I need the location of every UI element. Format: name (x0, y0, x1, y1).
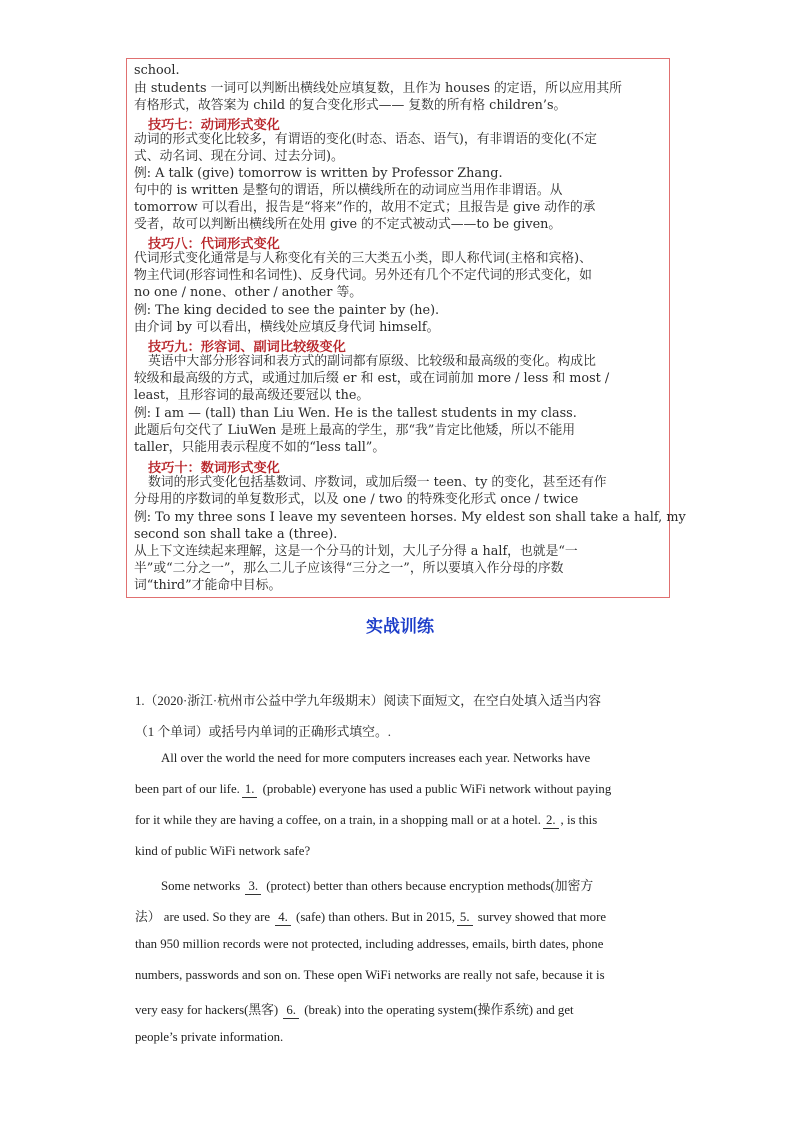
blank-2[interactable]: 2. (543, 813, 559, 829)
tip-text-line: school. (134, 63, 180, 78)
tip-text-line: 由介词 by 可以看出，横线处应填反身代词 himself。 (134, 320, 440, 335)
tip-text-line: 受者，故可以判断出横线所在处用 give 的不定式被动式——to be given。 (134, 217, 562, 232)
passage-line: than 950 million records were not protected, including addresses, emails, birth dates, phone (135, 937, 604, 951)
passage-line: for it while they are having a coffee, on a train, in a shopping mall or at a hotel. 2. , is this (135, 813, 598, 827)
tip-text-line: 有格形式，故答案为 child 的复合变化形式—— 复数的所有格 children’s。 (134, 98, 567, 113)
blank-3[interactable]: 3. (245, 879, 261, 895)
tip-text-line: second son shall take a (three). (134, 527, 338, 542)
tip-text-line: 较级和最高级的方式，或通过加后缀 er 和 est，或在词前加 more / less 和 most / (134, 371, 610, 386)
tip-text-line: 例: A talk (give) tomorrow is written by Professor Zhang. (134, 166, 503, 181)
passage-line: 法） are used. So they are 4. (safe) than others. But in 2015, 5. survey showed that more (135, 910, 607, 924)
tip-text-line: 例: I am — (tall) than Liu Wen. He is the tallest students in my class. (134, 406, 577, 421)
tip-text-line: 代词形式变化通常是与人称变化有关的三大类五小类，即人称代词(主格和宾格)、 (134, 251, 592, 266)
blank-5[interactable]: 5. (457, 910, 473, 926)
tip-text-line: 句中的 is written 是整句的谓语，所以横线所在的动词应当用作非谓语。从 (134, 183, 563, 198)
tip-text-line: 分母用的序数词的单复数形式，以及 one / two 的特殊变化形式 once / twice (134, 492, 579, 507)
passage-line: kind of public WiFi network safe? (135, 844, 311, 858)
tip-text-line: 由 students 一词可以判断出横线处应填复数，且作为 houses 的定语，所以应用其所 (134, 81, 622, 96)
tip-text-line: taller，只能用表示程度不如的“less tall”。 (134, 440, 386, 455)
passage-line: people’s private information. (135, 1030, 284, 1044)
blank-6[interactable]: 6. (283, 1003, 299, 1019)
exercise-intro-line: （1 个单词）或括号内单词的正确形式填空。. (135, 725, 391, 739)
tip-text-line: least，且形容词的最高级还要冠以 the。 (134, 388, 370, 403)
tip-text-line: 英语中大部分形容词和表方式的副词都有原级、比较级和最高级的变化。构成比 (148, 354, 596, 369)
passage-line: very easy for hackers(黑客) 6. (break) into the operating system(操作系统) and get (135, 1003, 574, 1017)
section-title: 实战训练 (366, 617, 434, 637)
tip-7-heading: 技巧七：动词形式变化 (148, 118, 280, 133)
tip-text-line: 半”或“二分之一”，那么二儿子应该得“三分之一”，所以要填入作分母的序数 (134, 561, 564, 576)
tip-text-line: 式、动名词、现在分词、过去分词)。 (134, 149, 344, 164)
tip-8-heading: 技巧八：代词形式变化 (148, 237, 280, 252)
blank-4[interactable]: 4. (275, 910, 291, 926)
passage-line: Some networks 3. (protect) better than others because encryption methods(加密方 (161, 879, 594, 893)
tip-text-line: 数词的形式变化包括基数词、序数词，或加后缀一 teen、ty 的变化，甚至还有作 (148, 475, 607, 490)
tip-text-line: no one / none、other / another 等。 (134, 285, 363, 300)
passage-line: All over the world the need for more computers increases each year. Networks have (161, 751, 591, 765)
tip-text-line: 动词的形式变化比较多，有谓语的变化(时态、语态、语气)，有非谓语的变化(不定 (134, 132, 597, 147)
tip-10-heading: 技巧十：数词形式变化 (148, 461, 280, 476)
exercise-intro-line: 1.（2020·浙江·杭州市公益中学九年级期末）阅读下面短文，在空白处填入适当内容 (135, 694, 602, 708)
tip-text-line: 词“third”才能命中目标。 (134, 578, 282, 593)
tip-9-heading: 技巧九：形容词、副词比较级变化 (148, 340, 346, 355)
tip-text-line: 此题后句交代了 LiuWen 是班上最高的学生，那“我”肯定比他矮，所以不能用 (134, 423, 576, 438)
tip-text-line: 例: The king decided to see the painter by (he). (134, 303, 440, 318)
passage-line: been part of our life. 1. (probable) everyone has used a public WiFi network without paying (135, 782, 612, 796)
blank-1[interactable]: 1. (242, 782, 258, 798)
tip-text-line: 物主代词(形容词性和名词性)、反身代词。另外还有几个不定代词的形式变化，如 (134, 268, 592, 283)
tip-text-line: 例: To my three sons I leave my seventeen horses. My eldest son shall take a half, my (134, 510, 686, 525)
tip-text-line: tomorrow 可以看出，报告是“将来”作的，故用不定式；且报告是 give 动作的承 (134, 200, 596, 215)
tip-text-line: 从上下文连续起来理解，这是一个分马的计划，大儿子分得 a half，也就是“一 (134, 544, 578, 559)
passage-line: numbers, passwords and son on. These open WiFi networks are really not safe, because it is (135, 968, 605, 982)
